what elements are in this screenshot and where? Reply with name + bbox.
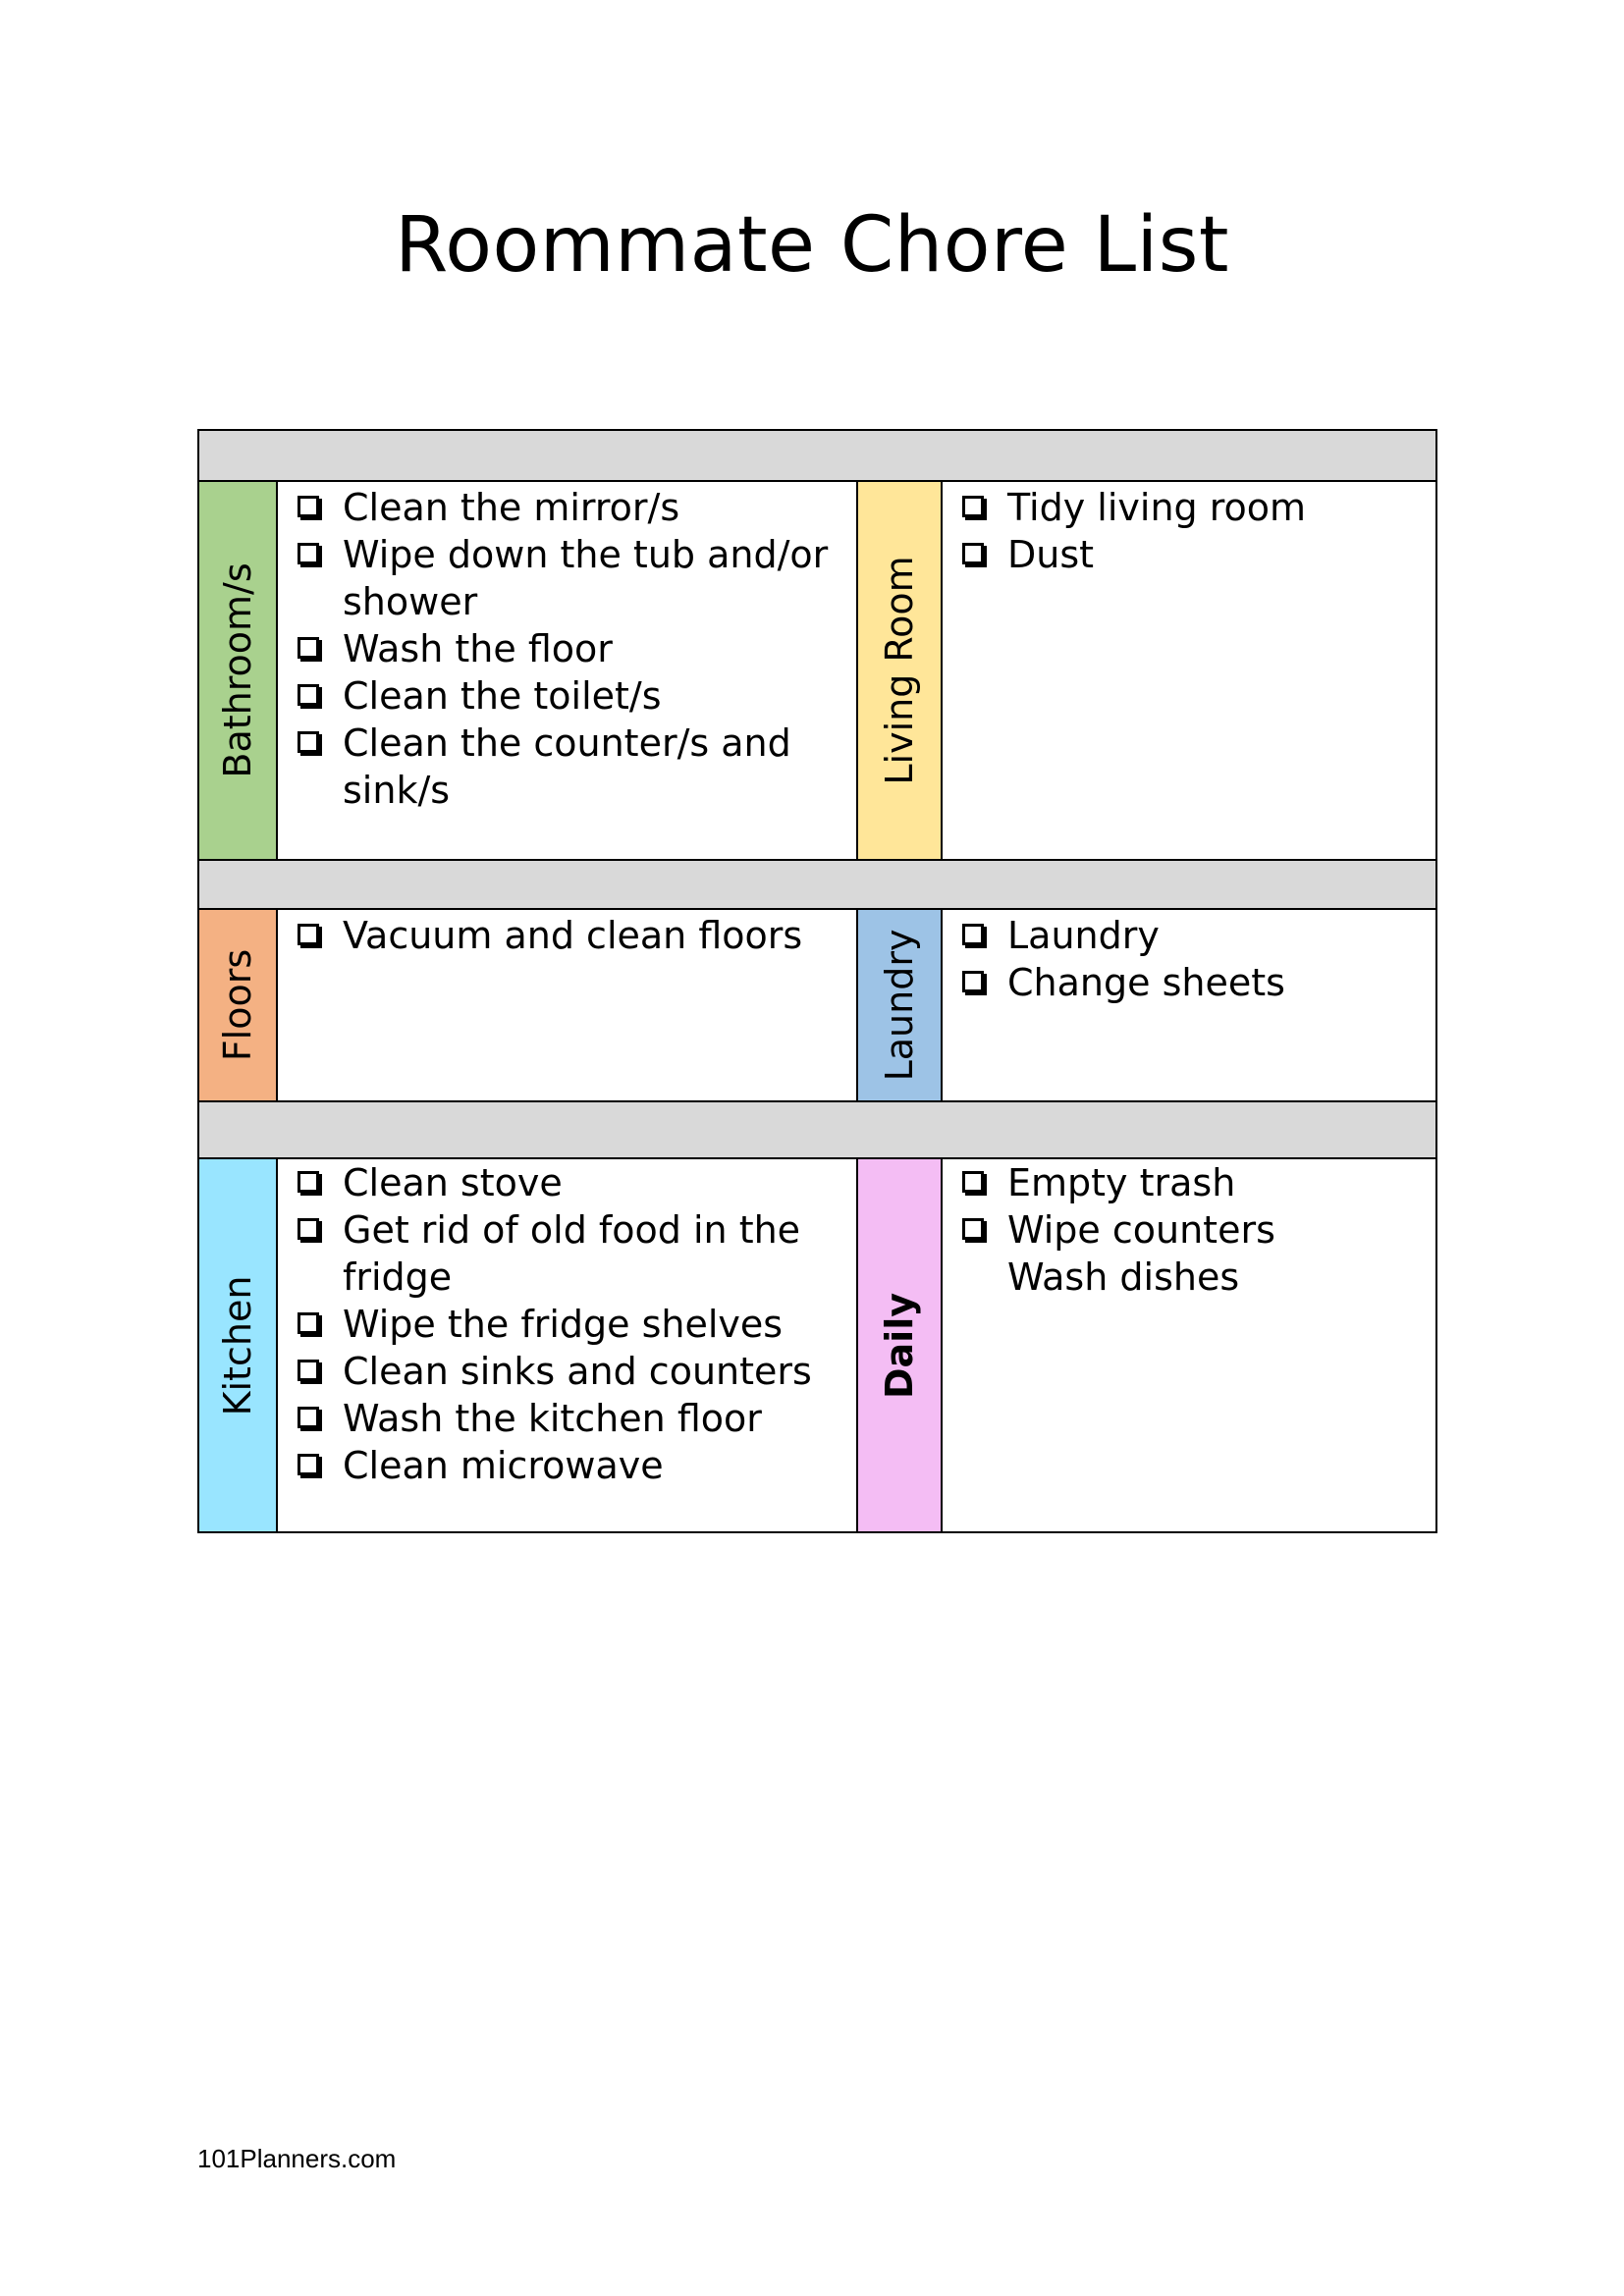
spacer-row [199,431,1435,482]
section-items-daily [943,1159,1435,1531]
checklist-item[interactable]: Clean the toilet/s [278,672,857,720]
checkbox-icon[interactable] [962,971,984,992]
checkbox-icon[interactable] [298,1171,319,1193]
section-label-living-room [858,482,943,859]
section-items-floors [278,910,857,1100]
checklist-item[interactable]: Clean the counter/s and sink/s [278,720,857,814]
checklist-item[interactable]: Vacuum and clean floors [278,912,857,959]
section-label-kitchen [199,1159,278,1531]
checkbox-icon[interactable] [298,1407,319,1428]
section-label-text: Floors [216,948,259,1062]
section-label-text: Living Room [878,556,921,785]
checkbox-icon[interactable] [298,1218,319,1240]
checkbox-icon[interactable] [298,924,319,945]
checklist-item[interactable]: Wash the kitchen floor [278,1395,857,1442]
checklist-item[interactable]: Clean stove [278,1159,857,1206]
checkbox-icon[interactable] [298,1312,319,1334]
section-label-text: Kitchen [216,1275,259,1415]
checkbox-icon[interactable] [298,637,319,659]
checklist-item[interactable]: Wipe down the tub and/or shower [278,531,857,625]
checkbox-icon[interactable] [298,684,319,706]
checkbox-icon[interactable] [298,731,319,753]
footer-credit: 101Planners.com [197,2144,397,2173]
spacer-row [199,859,1435,910]
checkbox-icon[interactable] [962,924,984,945]
checklist-item[interactable]: Wash the floor [278,625,857,672]
section-items-living-room [943,482,1435,859]
checkbox-icon[interactable] [962,1218,984,1240]
checklist-item[interactable]: Get rid of old food in the fridge [278,1206,857,1301]
section-items-bathroom [278,482,857,859]
checklist-item[interactable]: Empty trash [943,1159,1435,1206]
section-label-text: Daily [878,1292,921,1399]
checkbox-icon[interactable] [962,496,984,517]
checkbox-icon[interactable] [298,1454,319,1475]
checkbox-icon[interactable] [962,1171,984,1193]
checkbox-icon[interactable] [962,543,984,564]
spacer-row [199,1100,1435,1159]
checklist-item[interactable]: Clean sinks and counters [278,1348,857,1395]
checklist-item[interactable]: Tidy living room [943,484,1435,531]
section-items-laundry [943,910,1435,1100]
checklist-item[interactable]: Clean the mirror/s [278,484,857,531]
checkbox-icon[interactable] [298,496,319,517]
checkbox-icon[interactable] [298,543,319,564]
section-label-bathroom [199,482,278,859]
checklist-item[interactable]: Wash dishes [1007,1255,1240,1299]
checklist-item[interactable]: Clean microwave [278,1442,857,1489]
section-label-laundry [858,910,943,1100]
checklist-item[interactable]: Wipe counters [943,1206,1435,1254]
section-items-kitchen [278,1159,857,1531]
checklist-item[interactable]: Change sheets [943,959,1435,1006]
checkbox-icon[interactable] [298,1360,319,1381]
checklist-item[interactable]: Wipe the fridge shelves [278,1301,857,1348]
section-label-text: Laundry [878,929,921,1082]
checklist-item[interactable]: Dust [943,531,1435,578]
page-title: Roommate Chore List [395,201,1229,290]
section-label-daily [858,1159,943,1531]
section-label-floors [199,910,278,1100]
checklist-item[interactable]: Laundry [943,912,1435,959]
chore-table [197,429,1437,1533]
section-label-text: Bathroom/s [216,562,259,778]
